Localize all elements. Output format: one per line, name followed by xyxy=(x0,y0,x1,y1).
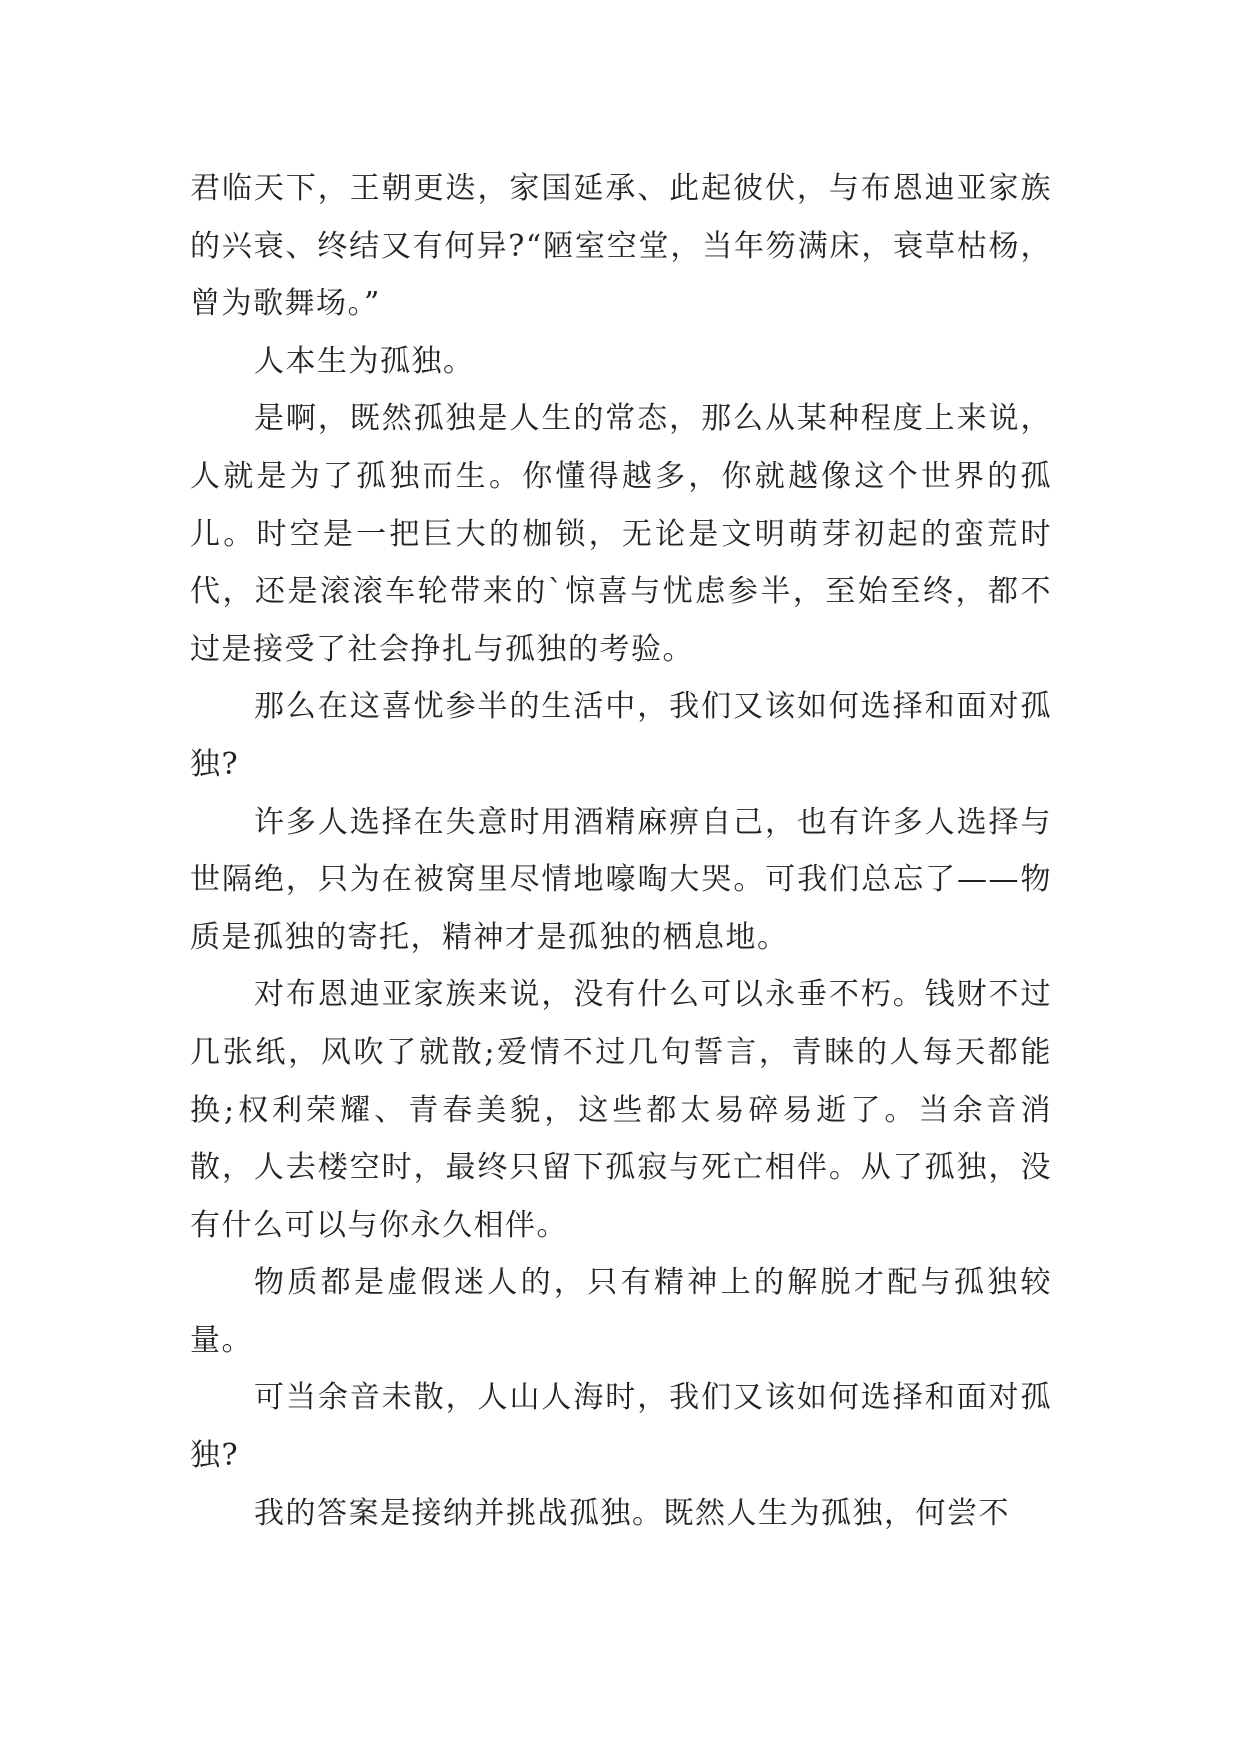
paragraph-4: 那么在这喜忧参半的生活中，我们又该如何选择和面对孤独? xyxy=(190,689,1052,782)
paragraph-1: 君临天下，王朝更迭，家国延承、此起彼伏，与布恩迪亚家族的兴衰、终结又有何异?“陋室空堂，当年笏满床，衰草枯杨，曾为歌舞场。” xyxy=(190,171,1052,322)
document-body xyxy=(190,160,1052,1542)
paragraph-6: 对布恩迪亚家族来说，没有什么可以永垂不朽。钱财不过几张纸，风吹了就散;爱情不过几句誓言，青睐的人每天都能换;权利荣耀、青春美貌，这些都太易碎易逝了。当余音消散，人去楼空时，最终只留下孤寂与死亡相伴。从了孤独，没有什么可以与你永久相伴。 xyxy=(190,977,1052,1243)
paragraph-7: 物质都是虚假迷人的，只有精神上的解脱才配与孤独较量。 xyxy=(190,1265,1052,1358)
paragraph-3: 是啊，既然孤独是人生的常态，那么从某种程度上来说，人就是为了孤独而生。你懂得越多，你就越像这个世界的孤儿。时空是一把巨大的枷锁，无论是文明萌芽初起的蛮荒时代，还是滚滚车轮带来的`惊喜与忧虑参半，至始至终，都不过是接受了社会挣扎与孤独的考验。 xyxy=(190,401,1052,667)
paragraph-8: 可当余音未散，人山人海时，我们又该如何选择和面对孤独? xyxy=(190,1380,1052,1474)
paragraph-5: 许多人选择在失意时用酒精麻痹自己，也有许多人选择与世隔绝，只为在被窝里尽情地嚎啕大哭。可我们总忘了——物质是孤独的寄托，精神才是孤独的栖息地。 xyxy=(190,804,1052,955)
paragraph-2: 人本生为孤独。 xyxy=(254,343,475,379)
paragraph-9: 我的答案是接纳并挑战孤独。既然人生为孤独，何尝不 xyxy=(254,1495,1010,1531)
